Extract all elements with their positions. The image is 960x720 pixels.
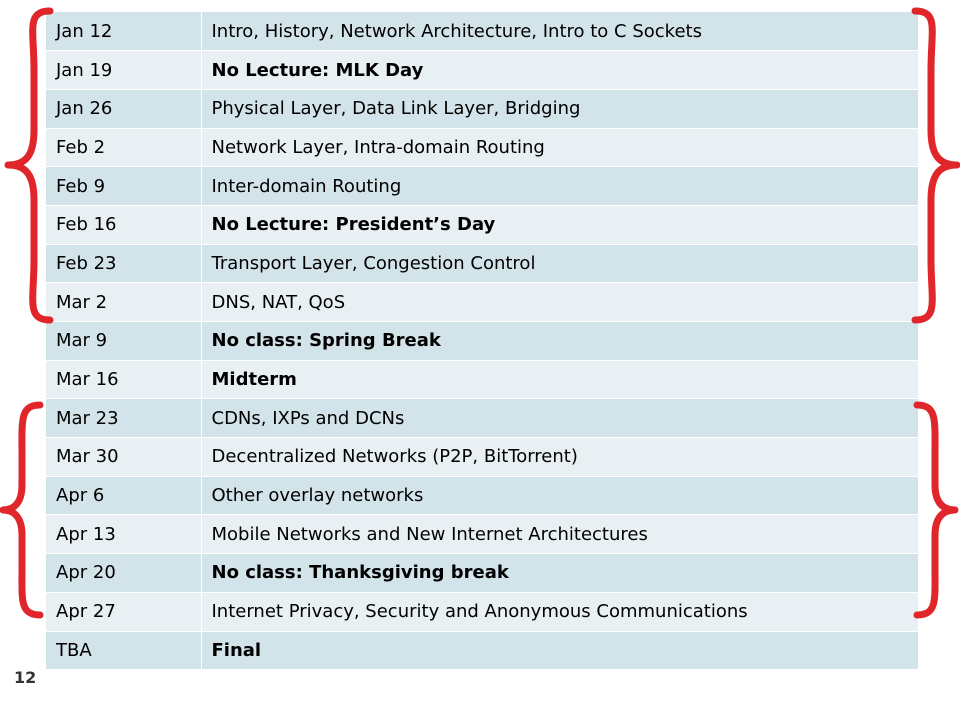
date-cell: Apr 20: [46, 554, 201, 593]
table-row: [46, 515, 918, 554]
topic-cell: No Lecture: MLK Day: [201, 51, 918, 90]
table-row: [46, 322, 918, 361]
topic-cell: Intro, History, Network Architecture, Intro to C Sockets: [201, 12, 918, 51]
date-cell: Feb 23: [46, 244, 201, 283]
table-row: [46, 283, 918, 322]
left-brace-lower: [0, 400, 60, 620]
right-brace-lower: [905, 400, 960, 620]
topic-cell: No Lecture: President’s Day: [201, 205, 918, 244]
date-cell: Mar 9: [46, 322, 201, 361]
topic-cell: No class: Thanksgiving break: [201, 554, 918, 593]
topic-cell: Decentralized Networks (P2P, BitTorrent): [201, 438, 918, 477]
topic-cell: Internet Privacy, Security and Anonymous Communications: [201, 592, 918, 631]
topic-cell: DNS, NAT, QoS: [201, 283, 918, 322]
topic-cell: Transport Layer, Congestion Control: [201, 244, 918, 283]
date-cell: Feb 16: [46, 205, 201, 244]
date-cell: TBA: [46, 631, 201, 670]
topic-cell: Network Layer, Intra-domain Routing: [201, 128, 918, 167]
table-row: [46, 592, 918, 631]
left-brace-upper: [0, 0, 60, 330]
date-cell: Apr 13: [46, 515, 201, 554]
table-row: [46, 12, 918, 51]
right-brace-upper: [905, 0, 960, 330]
table-row: [46, 167, 918, 206]
date-cell: Jan 26: [46, 89, 201, 128]
date-cell: Mar 2: [46, 283, 201, 322]
table-row: [46, 244, 918, 283]
date-cell: Jan 19: [46, 51, 201, 90]
table-row: [46, 399, 918, 438]
date-cell: Jan 12: [46, 12, 201, 51]
date-cell: Mar 16: [46, 360, 201, 399]
table-row: [46, 205, 918, 244]
date-cell: Feb 9: [46, 167, 201, 206]
topic-cell: Inter-domain Routing: [201, 167, 918, 206]
table-row: [46, 476, 918, 515]
table-row: [46, 554, 918, 593]
topic-cell: Mobile Networks and New Internet Architectures: [201, 515, 918, 554]
table-row: [46, 631, 918, 670]
topic-cell: No class: Spring Break: [201, 322, 918, 361]
table-row: [46, 51, 918, 90]
topic-cell: Physical Layer, Data Link Layer, Bridging: [201, 89, 918, 128]
date-cell: Mar 23: [46, 399, 201, 438]
date-cell: Feb 2: [46, 128, 201, 167]
date-cell: Apr 27: [46, 592, 201, 631]
table-row: [46, 89, 918, 128]
table-row: [46, 128, 918, 167]
date-cell: Apr 6: [46, 476, 201, 515]
table-row: [46, 360, 918, 399]
topic-cell: Midterm: [201, 360, 918, 399]
topic-cell: CDNs, IXPs and DCNs: [201, 399, 918, 438]
page-number: 12: [14, 668, 37, 687]
table-row: [46, 438, 918, 477]
topic-cell: Other overlay networks: [201, 476, 918, 515]
topic-cell: Final: [201, 631, 918, 670]
date-cell: Mar 30: [46, 438, 201, 477]
schedule-table: [46, 12, 918, 670]
